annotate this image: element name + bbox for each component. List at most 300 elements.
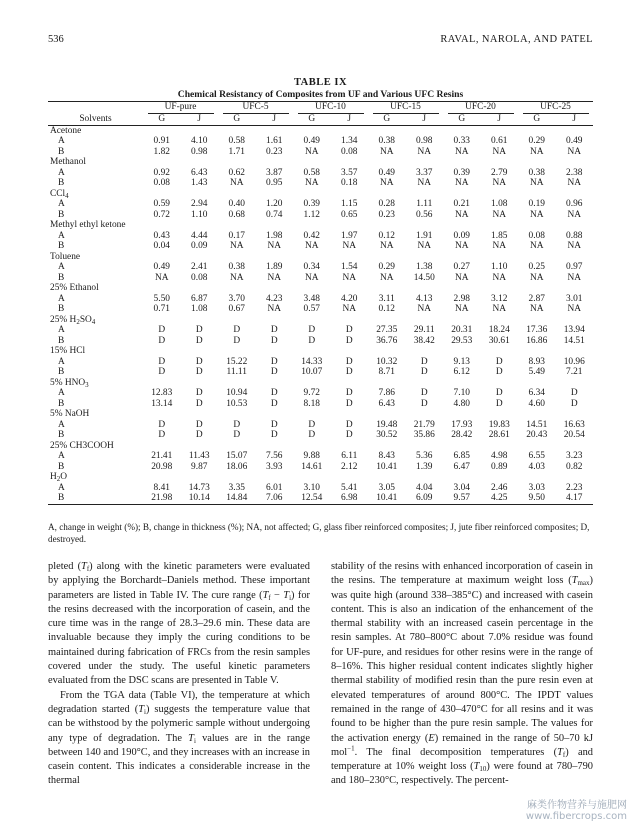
table-row <box>48 262 593 273</box>
watermark-site-name: 麻类作物营养与施肥网 <box>527 800 627 811</box>
measure-label: A <box>58 262 65 272</box>
measure-label: A <box>58 482 65 493</box>
measure-label: A <box>58 388 65 398</box>
table-row <box>48 493 593 504</box>
measure-label: A <box>58 419 65 430</box>
table-cell: 0.09 <box>453 230 470 241</box>
math-symbol: T <box>188 732 194 744</box>
solvent-name-part: 5% HNO <box>50 377 86 388</box>
table-cell: D <box>570 388 578 398</box>
table-cell: 6.43 <box>191 167 208 178</box>
measure-label: B <box>58 178 65 188</box>
table-cell: 1.61 <box>266 136 283 146</box>
table-cell: 1.98 <box>266 230 283 241</box>
table-cell: NA <box>154 272 169 283</box>
table-cell: 18.24 <box>488 325 510 335</box>
body-text: ) were found at 780–790 and 180–230°C, respectively. The percent- <box>331 761 593 787</box>
table-cell: 4.13 <box>416 293 433 304</box>
table-cell: NA <box>304 272 319 283</box>
table-cell: 0.57 <box>303 304 320 314</box>
solvent-name: 25% Ethanol <box>50 283 99 293</box>
table-cell: 1.12 <box>303 209 320 220</box>
table-cell: 20.43 <box>526 430 548 440</box>
table-cell: 0.82 <box>566 461 583 472</box>
table-cell: D <box>308 335 316 346</box>
resin-group-label: UFC-20 <box>448 102 514 114</box>
table-cell: 6.47 <box>453 461 470 472</box>
table-cell: 9.13 <box>453 356 470 367</box>
table-cell: 20.98 <box>151 461 173 472</box>
body-text: ) remained in the range of 50–70 kJ mol <box>331 732 593 758</box>
table-cell: 3.11 <box>378 293 395 304</box>
table-cell: 21.41 <box>151 451 173 461</box>
fiber-type-header: G <box>158 114 166 124</box>
table-cell: 0.95 <box>266 178 283 188</box>
table-cell: NA <box>417 241 432 251</box>
solvent-row <box>48 252 593 263</box>
chemical-resistancy-table <box>48 101 593 505</box>
table-cell: 3.10 <box>303 482 320 493</box>
body-text: stability of the resins with enhanced incorporation of casein in the resins. The temperature at maximum weight loss ( <box>331 561 593 587</box>
table-cell: 0.74 <box>266 209 283 220</box>
table-cell: 6.43 <box>378 398 395 409</box>
resin-group-header <box>518 102 593 115</box>
table-cell: D <box>270 419 278 430</box>
table-cell: D <box>345 419 353 430</box>
table-cell: NA <box>529 304 544 314</box>
table-cell: 7.06 <box>266 493 283 503</box>
table-cell: 30.52 <box>376 430 398 440</box>
table-cell: 15.22 <box>226 356 248 367</box>
running-header <box>48 34 593 48</box>
table-cell: D <box>195 367 203 377</box>
table-cell: 1.38 <box>416 262 433 272</box>
table-cell: 19.48 <box>376 419 398 430</box>
table-cell: 17.36 <box>526 325 548 335</box>
table-row <box>48 147 593 158</box>
table-cell: 0.91 <box>153 136 170 146</box>
table-cell: 6.09 <box>416 493 433 503</box>
table-cell: NA <box>454 304 469 314</box>
table-cell: NA <box>567 178 582 188</box>
table-cell: NA <box>567 209 582 220</box>
math-symbol: T <box>138 703 144 715</box>
measure-label: A <box>58 356 65 367</box>
solvent-name: Methanol <box>50 157 86 167</box>
resin-group-header <box>218 102 293 115</box>
solvent-name-part: CCl <box>50 188 66 199</box>
table-cell: D <box>158 335 166 346</box>
table-cell: D <box>495 356 503 367</box>
fiber-type-header: G <box>308 114 316 124</box>
math-subscript: i <box>193 736 196 745</box>
solvent-row <box>48 378 593 389</box>
table-cell: 1.71 <box>228 146 245 157</box>
math-subscript: 10 <box>479 765 487 774</box>
table-cell: 14.61 <box>301 461 323 472</box>
table-cell: D <box>345 356 353 367</box>
table-cell: D <box>158 325 166 335</box>
table-cell: 9.57 <box>453 493 470 503</box>
table-cell: 1.54 <box>341 262 358 272</box>
table-cell: D <box>420 398 428 409</box>
table-cell: 2.38 <box>566 167 583 178</box>
table-cell: 0.29 <box>378 262 395 272</box>
measure-label: A <box>58 325 65 335</box>
solvent-row <box>48 220 593 231</box>
resin-group-label: UF-pure <box>148 102 214 114</box>
table-cell: D <box>345 335 353 346</box>
table-cell: 0.96 <box>566 199 583 209</box>
solvent-row <box>48 315 593 326</box>
table-cell: 11.11 <box>226 367 247 377</box>
body-text: ) along with the kinetic parameters were evaluated by applying the Borchardt–Daniels method. These important parameters are listed in Table IV. The cure range ( <box>48 561 310 601</box>
measure-label: B <box>58 241 65 251</box>
table-cell: 0.39 <box>303 199 320 209</box>
table-row <box>48 178 593 189</box>
table-cell: 1.97 <box>341 230 358 241</box>
fiber-type-header: J <box>422 114 427 124</box>
table-cell: 6.87 <box>191 293 208 304</box>
table-cell: 10.14 <box>188 493 210 503</box>
body-paragraph-left <box>48 560 310 789</box>
table-cell: D <box>270 335 278 346</box>
table-cell: 0.42 <box>303 230 320 241</box>
table-cell: D <box>195 335 203 346</box>
table-cell: 16.63 <box>563 419 585 430</box>
table-cell: D <box>270 356 278 367</box>
solvent-name: Methyl ethyl ketone <box>50 220 126 230</box>
table-cell: D <box>158 419 166 430</box>
table-row <box>48 136 593 147</box>
table-cell: 0.19 <box>528 199 545 209</box>
solvent-name <box>48 189 593 200</box>
table-cell: 8.43 <box>378 451 395 461</box>
solvent-row <box>48 441 593 452</box>
table-cell: 5.49 <box>528 367 545 377</box>
table-cell: D <box>308 430 316 440</box>
table-cell: D <box>158 430 166 440</box>
math-symbol: T <box>81 561 87 572</box>
table-cell: 2.79 <box>491 167 508 178</box>
solvent-row <box>48 283 593 294</box>
table-cell: 0.67 <box>228 304 245 314</box>
table-cell: 0.33 <box>453 136 470 146</box>
table-cell: 10.94 <box>226 388 248 398</box>
table-row <box>48 399 593 410</box>
table-cell: D <box>308 419 316 430</box>
measure-label: A <box>58 293 65 304</box>
table-cell: NA <box>529 241 544 251</box>
table-cell: D <box>345 367 353 377</box>
table-cell: 2.46 <box>491 482 508 493</box>
solvent-subscript: 4 <box>91 317 96 326</box>
math-symbol: T <box>262 589 269 601</box>
table-cell: 0.04 <box>153 241 170 251</box>
table-cell: 3.37 <box>416 167 433 178</box>
measure-label: B <box>58 335 65 346</box>
table-cell: 1.10 <box>191 209 208 220</box>
table-cell: 7.86 <box>378 388 395 398</box>
table-cell: 0.49 <box>303 136 320 146</box>
table-cell: 6.85 <box>453 451 470 461</box>
table-cell: NA <box>267 241 282 251</box>
table-cell: D <box>158 356 166 367</box>
table-cell: 0.98 <box>191 146 208 157</box>
resin-group-header <box>368 102 443 115</box>
table-cell: 11.43 <box>188 451 210 461</box>
table-cell: NA <box>454 178 469 188</box>
table-cell: 0.56 <box>416 209 433 220</box>
table-cell: 3.03 <box>528 482 545 493</box>
table-cell: 0.49 <box>153 262 170 272</box>
table-cell: D <box>195 419 203 430</box>
table-cell: 1.82 <box>153 146 170 157</box>
table-cell: D <box>195 325 203 335</box>
table-cell: NA <box>229 178 244 188</box>
table-cell: NA <box>529 272 544 283</box>
math-subscript: f <box>562 750 566 759</box>
table-footnote: A, change in weight (%); B, change in thickness (%); NA, not affected; G, glass fiber reinforced composites; J, jute fiber reinforced composites; D, destroyed. <box>48 522 590 544</box>
table-cell: NA <box>342 241 357 251</box>
table-cell: 1.08 <box>191 304 208 314</box>
table-cell: 10.07 <box>301 367 323 377</box>
table-row <box>48 357 593 368</box>
table-cell: 3.04 <box>453 482 470 493</box>
measure-label: B <box>58 146 65 157</box>
table-cell: 8.71 <box>378 367 395 377</box>
table-cell: 2.41 <box>191 262 208 272</box>
table-row <box>48 273 593 284</box>
table-cell: 10.96 <box>563 356 585 367</box>
math-symbol: T <box>473 761 480 773</box>
fiber-type-header: J <box>197 114 202 124</box>
measure-label: A <box>58 136 65 146</box>
page-number: 536 <box>48 34 64 45</box>
table-cell: D <box>495 388 503 398</box>
table-cell: NA <box>379 241 394 251</box>
fiber-type-header: G <box>458 114 466 124</box>
table-cell: 6.01 <box>266 482 283 493</box>
table-cell: 0.39 <box>453 167 470 178</box>
table-cell: 35.86 <box>413 430 435 440</box>
table-cell: NA <box>417 178 432 188</box>
table-cell: 0.58 <box>228 136 245 146</box>
table-cell: 0.29 <box>528 136 545 146</box>
table-cell: 1.91 <box>416 230 433 241</box>
fiber-type-header: G <box>383 114 391 124</box>
table-cell: 1.34 <box>341 136 358 146</box>
table-cell: 0.23 <box>378 209 395 220</box>
math-superscript: −1 <box>347 744 355 753</box>
table-row <box>48 367 593 378</box>
table-cell: 1.89 <box>266 262 283 272</box>
solvent-row <box>48 189 593 200</box>
table-cell: 0.59 <box>153 199 170 209</box>
table-cell: 0.17 <box>228 230 245 241</box>
table-cell: 0.40 <box>228 199 245 209</box>
table-cell: NA <box>304 241 319 251</box>
table-cell: NA <box>567 304 582 314</box>
table-cell: D <box>195 398 203 409</box>
table-cell: 0.97 <box>566 262 583 272</box>
table-cell: 9.72 <box>303 388 320 398</box>
table-cell: 4.10 <box>191 136 208 146</box>
table-cell: 3.87 <box>266 167 283 178</box>
table-cell: 0.43 <box>153 230 170 241</box>
table-cell: NA <box>267 272 282 283</box>
measure-label: A <box>58 451 65 461</box>
table-cell: NA <box>454 241 469 251</box>
solvent-subscript: 3 <box>85 380 89 389</box>
math-subscript: f <box>268 593 271 602</box>
table-cell: NA <box>417 304 432 314</box>
solvent-row <box>48 346 593 357</box>
table-cell: 2.12 <box>341 461 358 472</box>
table-cell: 9.88 <box>303 451 320 461</box>
table-cell: 0.65 <box>341 209 358 220</box>
table-cell: NA <box>492 241 507 251</box>
solvent-name-part: H <box>50 472 57 482</box>
solvent-row <box>48 157 593 168</box>
table-caption <box>48 77 593 101</box>
table-cell: 0.62 <box>228 167 245 178</box>
table-cell: 7.10 <box>453 388 470 398</box>
table-cell: 4.20 <box>341 293 358 304</box>
table-row <box>48 168 593 179</box>
table-row <box>48 231 593 242</box>
table-cell: 0.23 <box>266 146 283 157</box>
table-cell: NA <box>379 146 394 157</box>
table-cell: 3.48 <box>303 293 320 304</box>
table-cell: 29.11 <box>413 325 435 335</box>
resin-group-header <box>443 102 518 115</box>
table-cell: 16.86 <box>526 335 548 346</box>
table-cell: 1.11 <box>416 199 433 209</box>
table-cell: NA <box>454 209 469 220</box>
resin-group-header <box>293 102 368 115</box>
table-cell: 0.18 <box>341 178 358 188</box>
table-cell: 0.08 <box>153 178 170 188</box>
table-cell: NA <box>379 272 394 283</box>
math-subscript: i <box>143 707 146 716</box>
table-cell: 12.83 <box>151 388 173 398</box>
math-subscript: f <box>86 565 90 573</box>
table-cell: 0.27 <box>453 262 470 272</box>
table-cell: D <box>233 335 241 346</box>
table-cell: NA <box>304 178 319 188</box>
fiber-type-header: J <box>347 114 352 124</box>
resin-group-header <box>143 102 218 115</box>
table-cell: NA <box>529 146 544 157</box>
measure-label: A <box>58 230 65 241</box>
table-cell: D <box>570 398 578 409</box>
table-cell: 4.17 <box>566 493 583 503</box>
solvent-row <box>48 125 593 136</box>
body-column-right <box>331 560 593 789</box>
table-cell: D <box>345 430 353 440</box>
measure-label: B <box>58 272 65 283</box>
table-cell: 14.51 <box>526 419 548 430</box>
table-row <box>48 325 593 336</box>
table-cell: 1.15 <box>341 199 358 209</box>
table-row <box>48 388 593 399</box>
body-text: ) was quite high (around 338–385°C) and increased with casein content. This is also an indication of the enhancement of the thermal stability with an increased casein percentage in the resin samples. At 780–800°C about 7.0% residue was found for UF-pure, and residues for other resins were in the range of 8–16%. This higher residual content indicates slightly higher thermal stability of modified resin than the pure resin even at elevated temperatures of around 800°C. The IPDT values remained in the range of 430–470°C for all resins and it was found to be higher than the pure resin sample. The values for the activation energy ( <box>331 575 593 744</box>
table-cell: 4.25 <box>491 493 508 503</box>
resin-group-label: UFC-5 <box>223 102 289 114</box>
table-cell: 0.68 <box>228 209 245 220</box>
table-cell: D <box>195 356 203 367</box>
solvent-row <box>48 409 593 420</box>
table-cell: 2.23 <box>566 482 583 493</box>
math-subscript: i <box>289 593 292 602</box>
table-cell: NA <box>492 272 507 283</box>
table-cell: 14.51 <box>563 335 585 346</box>
table-cell: D <box>345 388 353 398</box>
table-cell: D <box>233 419 241 430</box>
fiber-type-header: J <box>272 114 277 124</box>
table-cell: NA <box>342 304 357 314</box>
table-cell: 4.03 <box>528 461 545 472</box>
solvent-name <box>48 315 593 326</box>
table-cell: 3.57 <box>341 167 358 178</box>
math-symbol: E <box>428 732 435 744</box>
table-cell: D <box>195 388 203 398</box>
measure-label: B <box>58 461 65 472</box>
table-row <box>48 483 593 494</box>
header-blank <box>48 102 143 115</box>
table-cell: 0.98 <box>416 136 433 146</box>
table-cell: 19.83 <box>488 419 510 430</box>
table-cell: 3.12 <box>491 293 508 304</box>
table-cell: D <box>495 398 503 409</box>
table-row <box>48 199 593 210</box>
resin-group-label: UFC-10 <box>298 102 364 114</box>
table-cell: 14.50 <box>413 272 435 283</box>
table-cell: 38.42 <box>413 335 435 346</box>
table-cell: 30.61 <box>488 335 510 346</box>
table-cell: 7.56 <box>266 451 283 461</box>
fiber-type-header: J <box>572 114 577 124</box>
table-cell: 0.38 <box>528 167 545 178</box>
table-cell: D <box>233 325 241 335</box>
table-cell: 0.34 <box>303 262 320 272</box>
solvent-name: Toluene <box>50 251 81 262</box>
table-number: TABLE IX <box>293 77 348 88</box>
body-paragraph-right <box>331 560 593 789</box>
measure-label: B <box>58 367 65 377</box>
table-cell: 12.54 <box>301 493 323 503</box>
table-cell: 0.09 <box>191 241 208 251</box>
table-cell: 0.72 <box>153 209 170 220</box>
table-cell: 6.98 <box>341 493 358 503</box>
table-title: Chemical Resistancy of Composites from UF and Various UFC Resins <box>177 89 464 100</box>
table-cell: 8.41 <box>153 482 170 493</box>
table-cell: 4.04 <box>416 482 433 493</box>
solvent-subscript: 4 <box>65 191 69 200</box>
table-cell: 4.80 <box>453 398 470 409</box>
body-column-left <box>48 560 310 789</box>
measure-label: B <box>58 430 65 440</box>
table-cell: 0.38 <box>378 136 395 146</box>
table-cell: 0.49 <box>566 136 583 146</box>
math-symbol: T <box>557 746 563 758</box>
table-cell: 17.93 <box>451 419 473 430</box>
measure-label: B <box>58 493 65 503</box>
table-cell: D <box>345 325 353 335</box>
solvent-subscript: 2 <box>76 317 80 326</box>
table-cell: 1.85 <box>491 230 508 241</box>
